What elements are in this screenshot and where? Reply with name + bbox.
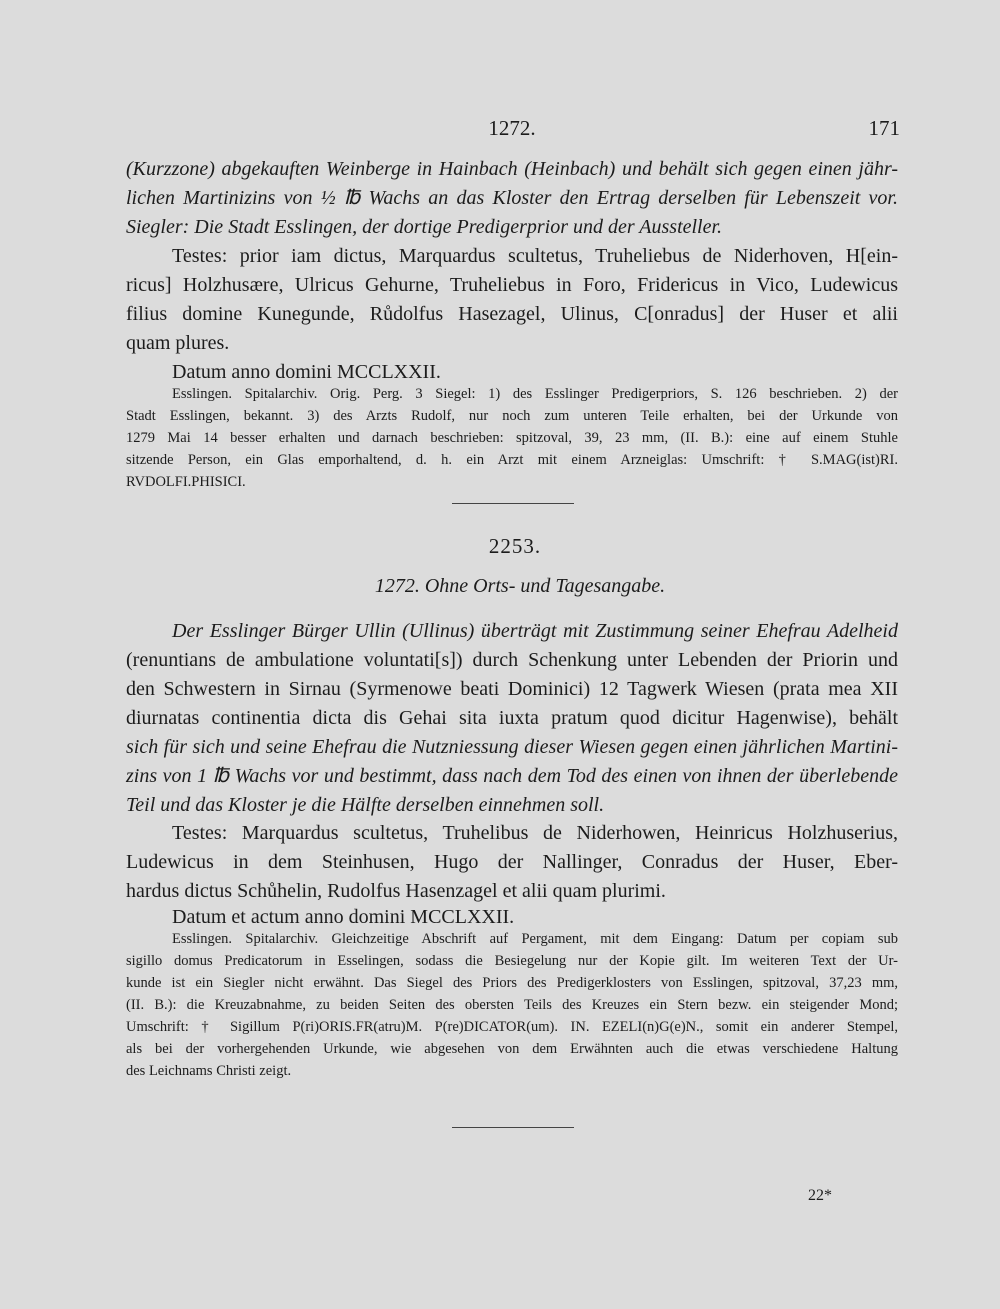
document-date-line: 1272. Ohne Orts- und Tagesangabe. — [374, 575, 666, 597]
prev-doc-archival-note — [126, 383, 898, 493]
section-divider — [452, 1127, 574, 1128]
note-line: RVDOLFI.PHISICI. — [126, 474, 246, 490]
note-line: Esslingen. Spitalarchiv. Orig. Perg. 3 Siegel: 1) des Esslinger Predigerpriors, S. 126 beschrieben. 2) der — [172, 386, 898, 402]
note-line: sigillo domus Predicatorum in Esselingen, sodass die Besiegelung nur der Kopie gilt. Im weiteren Text der Ur- — [126, 953, 898, 969]
regest-line: Der Esslinger Bürger Ullin (Ullinus) überträgt mit Zustimmung seiner Ehefrau Adelheid — [172, 620, 898, 642]
testes-line: Testes: Marquardus scultetus, Truhelibus de Niderhowen, Heinricus Holzhuserius, — [172, 822, 898, 844]
note-line: Esslingen. Spitalarchiv. Gleichzeitige Abschrift auf Pergament, mit dem Eingang: Datum per copiam sub — [172, 931, 898, 947]
testes-line: ricus] Holzhusære, Ulricus Gehurne, Truheliebus in Foro, Fridericus in Vico, Ludewicus — [126, 274, 898, 296]
note-line: Umschrift: † Sigillum P(ri)ORIS.FR(atru)M. P(re)DICATOR(um). IN. EZELI(n)G(e)N., somit ein anderer Stempel, — [126, 1019, 898, 1035]
doc-testes — [126, 819, 898, 906]
regest-line: Teil und das Kloster je die Hälfte derselben einnehmen soll. — [126, 794, 605, 816]
testes-line: Testes: prior iam dictus, Marquardus scultetus, Truheliebus de Niderhoven, H[ein- — [172, 245, 898, 267]
regest-line: sich für sich und seine Ehefrau die Nutzniessung dieser Wiesen gegen einen jährlichen Martini- — [126, 736, 898, 758]
note-line: (II. B.): die Kreuzabnahme, zu beiden Seiten des obersten Teils des Kreuzes ein Stern bezw. ein steigender Mond; — [126, 997, 898, 1013]
note-line: kunde ist ein Siegler nicht erwähnt. Das Siegel des Priors des Predigerklosters von Esslingen, spitzoval, 37,23 mm, — [126, 975, 898, 991]
testes-line: hardus dictus Schůhelin, Rudolfus Hasenzagel et alii quam plurimi. — [126, 880, 666, 902]
testes-line: Ludewicus in dem Steinhusen, Hugo der Nallinger, Conradus der Huser, Eber- — [126, 851, 898, 873]
regest-line: (renuntians de ambulatione voluntati[s]) durch Schenkung unter Lebenden der Priorin und — [126, 649, 898, 671]
note-line: des Leichnams Christi zeigt. — [126, 1063, 292, 1079]
prev-doc-siegler: Siegler: Die Stadt Esslingen, der dortige Predigerprior und der Aussteller. — [126, 216, 723, 238]
doc-archival-note — [126, 928, 898, 1082]
regest-line: diurnatas continentia dicta dis Gehai sita iuxta pratum quod dicitur Hagenwise), behält — [126, 707, 898, 729]
prev-doc-regest — [126, 155, 898, 213]
running-header-year: 1272. — [488, 116, 536, 140]
testes-line: filius domine Kunegunde, Růdolfus Hasezagel, Ulinus, C[onradus] der Huser et alii — [126, 303, 898, 325]
signature-mark: 22* — [808, 1187, 832, 1204]
note-line: 1279 Mai 14 besser erhalten und darnach beschrieben: spitzoval, 39, 23 mm, (II. B.): eine auf einem Stuhle — [126, 430, 898, 446]
note-line: Stadt Esslingen, bekannt. 3) des Arzts Rudolf, nur noch zum unteren Teile erhalten, bei der Urkunde von — [126, 408, 898, 424]
page-number: 171 — [868, 116, 900, 140]
prev-doc-datum: Datum anno domini MCCLXXII. — [172, 361, 441, 383]
doc-datum: Datum et actum anno domini MCCLXXII. — [172, 906, 515, 928]
note-line: sitzende Person, ein Glas emporhaltend, d. h. ein Arzt mit einem Arzneiglas: Umschrift: † S.MAG(ist)RI. — [126, 452, 898, 468]
prev-doc-testes — [126, 242, 898, 358]
regest-line: den Schwestern in Sirnau (Syrmenowe beati Dominici) 12 Tagwerk Wiesen (prata mea XII — [126, 678, 898, 700]
section-divider — [452, 503, 574, 504]
testes-line: quam plures. — [126, 332, 230, 354]
regest-line: (Kurzzone) abgekauften Weinberge in Hainbach (Heinbach) und behält sich gegen einen jähr- — [126, 158, 898, 180]
doc-regest — [126, 617, 898, 820]
regest-line: lichen Martinizins von ½ ℔ Wachs an das Kloster den Ertrag derselben für Lebenszeit vor. — [126, 187, 898, 209]
regest-line: zins von 1 ℔ Wachs vor und bestimmt, dass nach dem Tod des einen von ihnen der überlebende — [126, 765, 898, 787]
note-line: als bei der vorhergehenden Urkunde, wie abgesehen von dem Erwähnten auch die etwas verschiedene Haltung — [126, 1041, 898, 1057]
document-number: 2253. — [488, 534, 542, 558]
